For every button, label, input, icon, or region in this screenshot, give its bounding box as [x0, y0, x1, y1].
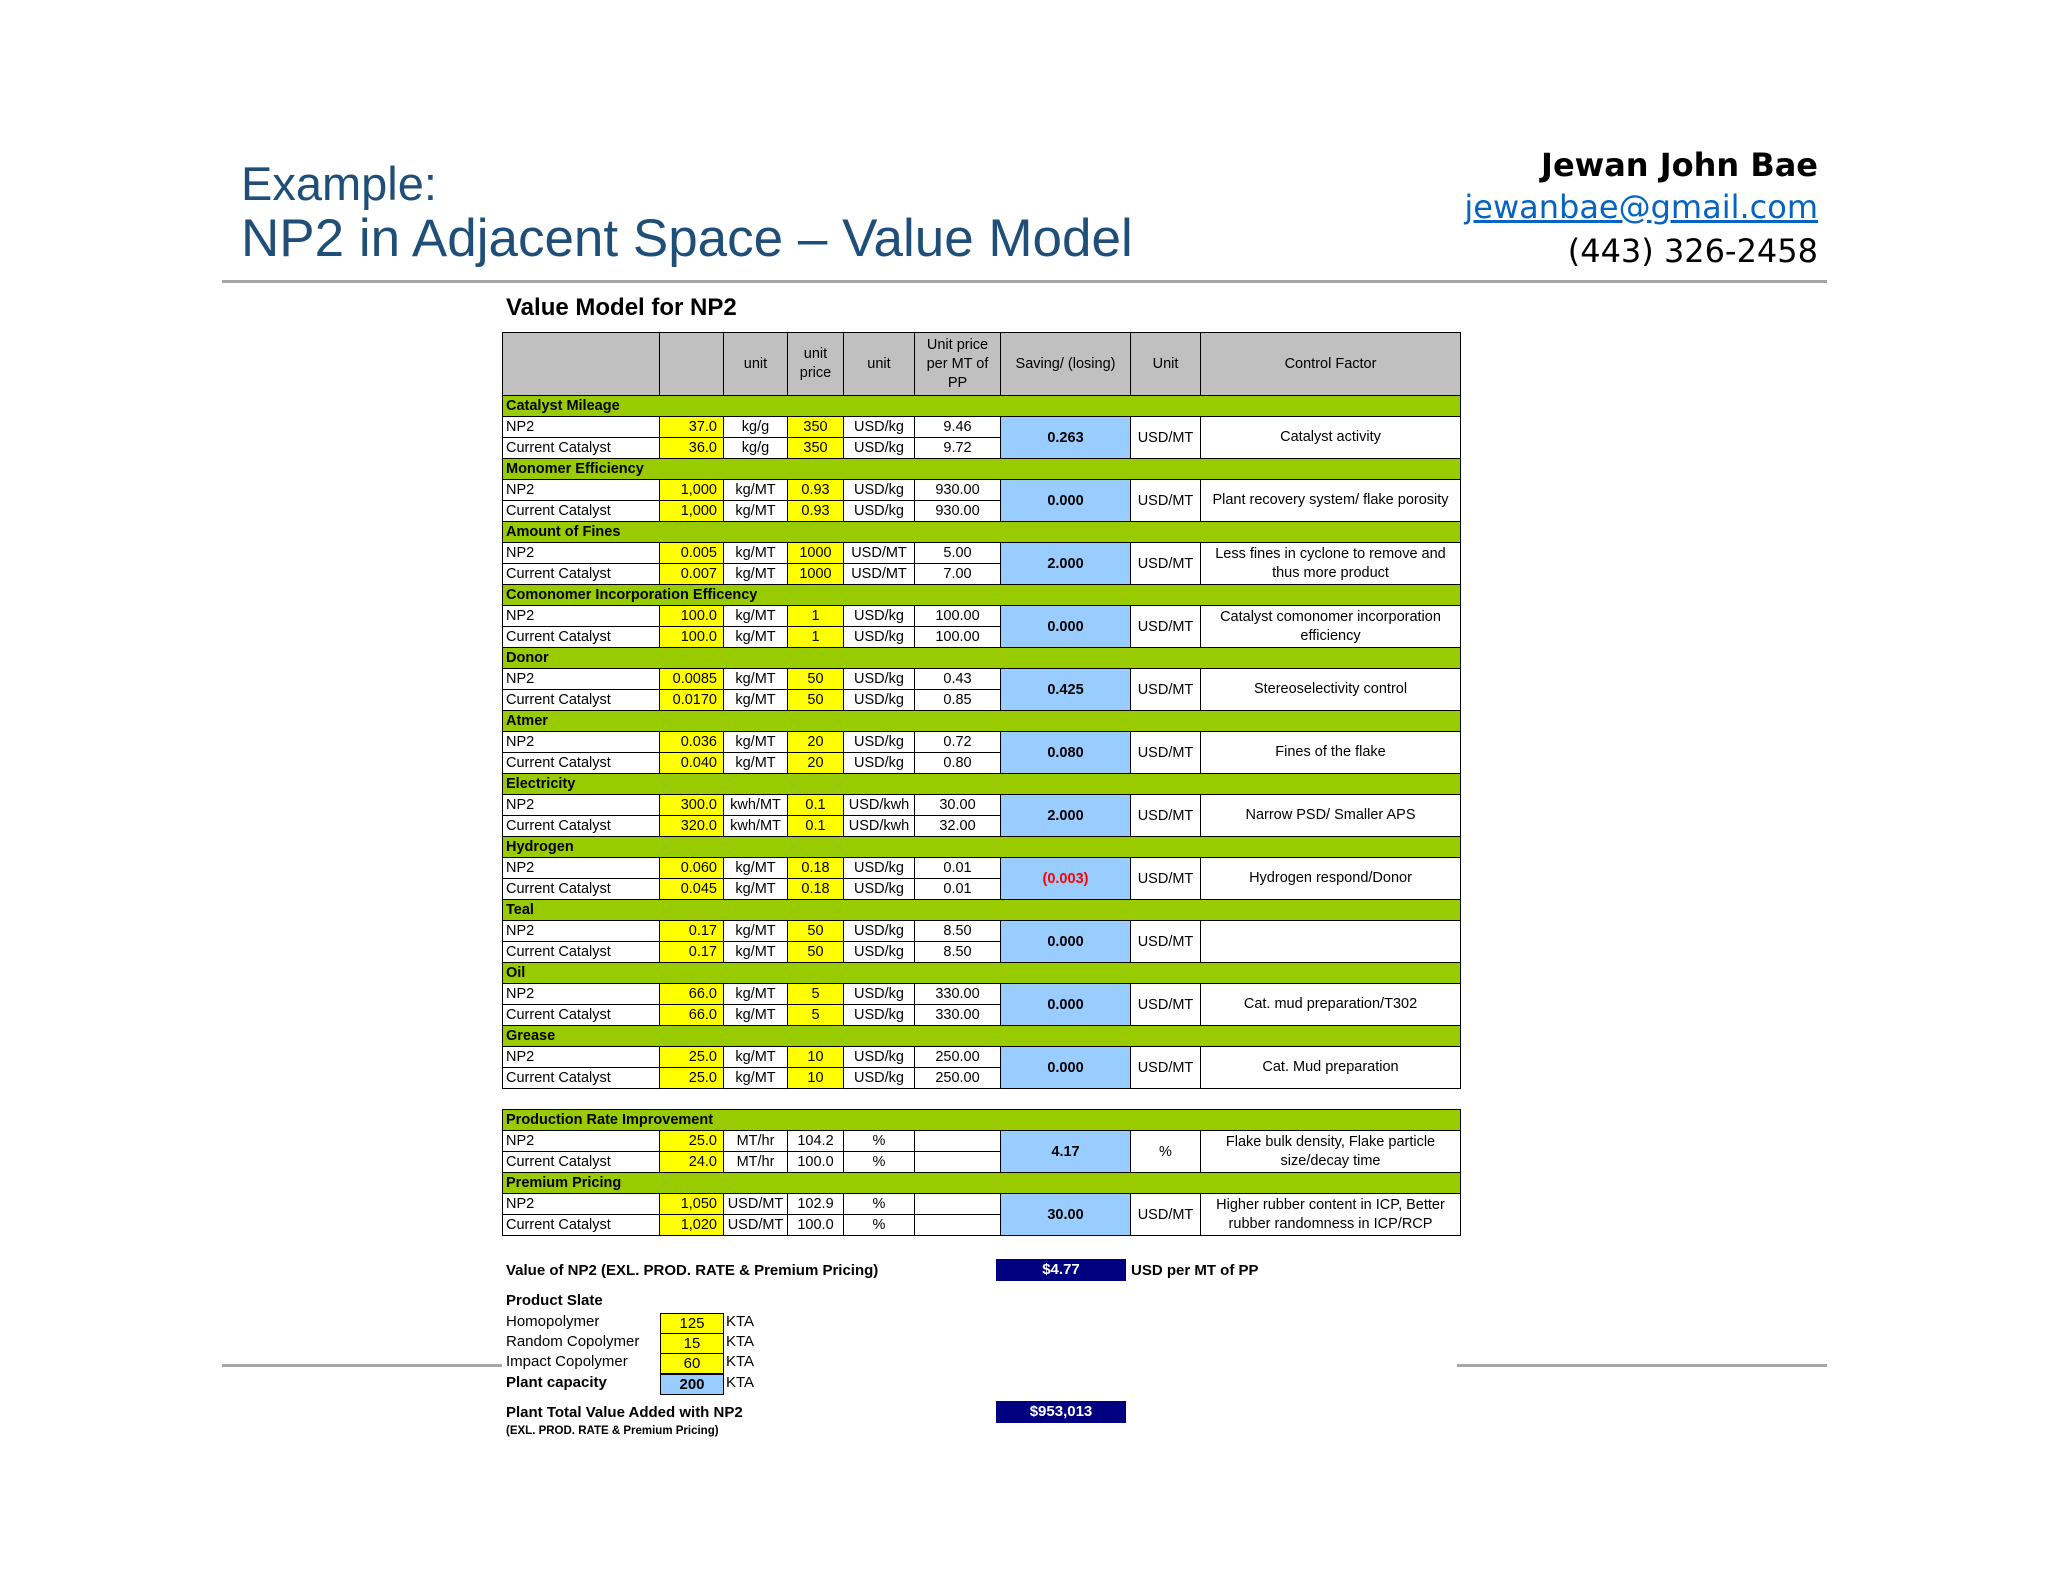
quantity-value: 0.007	[660, 564, 724, 585]
saving-value: 2.000	[1001, 795, 1131, 837]
quantity-value: 0.040	[660, 753, 724, 774]
quantity-value: 25.0	[660, 1131, 724, 1152]
row-label: Current Catalyst	[503, 438, 660, 459]
unit-price: 0.1	[788, 816, 844, 837]
value-model-title: Value Model for NP2	[506, 294, 737, 321]
row-label: Current Catalyst	[503, 753, 660, 774]
quantity-unit: kwh/MT	[724, 816, 788, 837]
footer-divider-right	[1457, 1364, 1827, 1367]
section-title: Production Rate Improvement	[503, 1110, 1461, 1131]
control-factor: Stereoselectivity control	[1201, 669, 1461, 711]
value-per-mt: $4.77	[996, 1259, 1126, 1281]
section-header-row	[503, 963, 1461, 984]
table-row	[503, 921, 1461, 942]
price-unit: %	[844, 1131, 915, 1152]
table-row	[503, 1194, 1461, 1215]
quantity-unit: kg/MT	[724, 1005, 788, 1026]
quantity-value: 1,000	[660, 501, 724, 522]
slide-title-line1: Example:	[241, 157, 437, 210]
price-per-mt: 930.00	[915, 480, 1001, 501]
table-spacer	[503, 1089, 1461, 1110]
quantity-unit: kg/MT	[724, 564, 788, 585]
control-factor: Cat. Mud preparation	[1201, 1047, 1461, 1089]
row-label: NP2	[503, 480, 660, 501]
saving-value: 0.263	[1001, 417, 1131, 459]
section-title: Donor	[503, 648, 1461, 669]
quantity-unit: kg/MT	[724, 858, 788, 879]
row-label: NP2	[503, 669, 660, 690]
control-factor: Cat. mud preparation/T302	[1201, 984, 1461, 1026]
quantity-unit: kg/MT	[724, 690, 788, 711]
saving-value: 0.425	[1001, 669, 1131, 711]
quantity-value: 0.17	[660, 921, 724, 942]
quantity-value: 37.0	[660, 417, 724, 438]
row-label: Current Catalyst	[503, 942, 660, 963]
price-unit: USD/kg	[844, 417, 915, 438]
price-unit: USD/kg	[844, 1005, 915, 1026]
quantity-value: 0.060	[660, 858, 724, 879]
price-unit: USD/kg	[844, 669, 915, 690]
control-factor: Flake bulk density, Flake particle size/decay time	[1201, 1131, 1461, 1173]
unit-price: 1	[788, 627, 844, 648]
quantity-unit: kg/g	[724, 438, 788, 459]
quantity-unit: kg/MT	[724, 543, 788, 564]
price-unit: USD/kg	[844, 753, 915, 774]
section-title: Comonomer Incorporation Efficency	[503, 585, 1461, 606]
quantity-value: 66.0	[660, 1005, 724, 1026]
control-factor: Less fines in cyclone to remove and thus more product	[1201, 543, 1461, 585]
quantity-unit: kg/MT	[724, 921, 788, 942]
price-per-mt: 930.00	[915, 501, 1001, 522]
value-per-mt-label: Value of NP2 (EXL. PROD. RATE & Premium Pricing)	[506, 1262, 879, 1279]
price-per-mt: 30.00	[915, 795, 1001, 816]
section-title: Atmer	[503, 711, 1461, 732]
price-per-mt: 7.00	[915, 564, 1001, 585]
row-label: NP2	[503, 1047, 660, 1068]
saving-value: 0.000	[1001, 1047, 1131, 1089]
contact-block	[1464, 145, 1818, 273]
price-unit: USD/kg	[844, 984, 915, 1005]
section-title: Hydrogen	[503, 837, 1461, 858]
section-header-row	[503, 648, 1461, 669]
section-header-row	[503, 1173, 1461, 1194]
price-per-mt	[915, 1131, 1001, 1152]
row-label: Current Catalyst	[503, 1152, 660, 1173]
table-row	[503, 417, 1461, 438]
unit-price: 10	[788, 1047, 844, 1068]
unit-price: 1000	[788, 564, 844, 585]
control-factor	[1201, 921, 1461, 963]
saving-value: (0.003)	[1001, 858, 1131, 900]
value-model-table	[502, 332, 1461, 1236]
control-factor: Hydrogen respond/Donor	[1201, 858, 1461, 900]
section-title: Amount of Fines	[503, 522, 1461, 543]
slate-label: Plant capacity	[506, 1374, 607, 1391]
unit-price: 20	[788, 732, 844, 753]
control-factor: Plant recovery system/ flake porosity	[1201, 480, 1461, 522]
quantity-value: 1,050	[660, 1194, 724, 1215]
row-label: NP2	[503, 606, 660, 627]
quantity-value: 66.0	[660, 984, 724, 1005]
quantity-unit: MT/hr	[724, 1131, 788, 1152]
quantity-unit: kg/MT	[724, 1068, 788, 1089]
price-unit: %	[844, 1215, 915, 1236]
control-factor: Higher rubber content in ICP, Better rubber randomness in ICP/RCP	[1201, 1194, 1461, 1236]
price-unit: %	[844, 1152, 915, 1173]
price-unit: USD/kg	[844, 690, 915, 711]
quantity-unit: kg/MT	[724, 606, 788, 627]
price-unit: %	[844, 1194, 915, 1215]
slate-value: 60	[660, 1353, 724, 1374]
price-unit: USD/kg	[844, 1068, 915, 1089]
quantity-value: 0.0085	[660, 669, 724, 690]
section-header-row	[503, 459, 1461, 480]
section-title: Electricity	[503, 774, 1461, 795]
table-row	[503, 480, 1461, 501]
column-header	[503, 333, 660, 396]
unit-price: 104.2	[788, 1131, 844, 1152]
unit-price: 100.0	[788, 1215, 844, 1236]
control-factor: Catalyst activity	[1201, 417, 1461, 459]
saving-unit: %	[1131, 1131, 1201, 1173]
quantity-value: 0.045	[660, 879, 724, 900]
unit-price: 100.0	[788, 1152, 844, 1173]
row-label: NP2	[503, 1194, 660, 1215]
column-header: unit	[844, 333, 915, 396]
price-per-mt: 9.46	[915, 417, 1001, 438]
saving-value: 30.00	[1001, 1194, 1131, 1236]
slate-label: Homopolymer	[506, 1313, 600, 1330]
slate-unit: KTA	[726, 1333, 755, 1350]
section-header-row	[503, 1026, 1461, 1047]
price-per-mt: 0.72	[915, 732, 1001, 753]
saving-unit: USD/MT	[1131, 921, 1201, 963]
price-per-mt	[915, 1194, 1001, 1215]
quantity-unit: USD/MT	[724, 1194, 788, 1215]
unit-price: 0.93	[788, 480, 844, 501]
saving-value: 0.000	[1001, 921, 1131, 963]
slate-label: Impact Copolymer	[506, 1353, 628, 1370]
slate-label: Random Copolymer	[506, 1333, 640, 1350]
price-per-mt: 0.80	[915, 753, 1001, 774]
unit-price: 350	[788, 438, 844, 459]
slate-unit: KTA	[726, 1374, 755, 1391]
quantity-unit: kg/MT	[724, 480, 788, 501]
table-row	[503, 543, 1461, 564]
saving-unit: USD/MT	[1131, 795, 1201, 837]
slate-value: 125	[660, 1313, 724, 1334]
price-per-mt: 100.00	[915, 627, 1001, 648]
price-per-mt: 250.00	[915, 1047, 1001, 1068]
price-per-mt	[915, 1215, 1001, 1236]
saving-value: 0.080	[1001, 732, 1131, 774]
price-unit: USD/kg	[844, 858, 915, 879]
header-divider	[222, 280, 1827, 283]
unit-price: 50	[788, 690, 844, 711]
price-per-mt: 0.01	[915, 858, 1001, 879]
section-header-row	[503, 522, 1461, 543]
control-factor: Narrow PSD/ Smaller APS	[1201, 795, 1461, 837]
quantity-unit: kg/g	[724, 417, 788, 438]
section-title: Grease	[503, 1026, 1461, 1047]
price-per-mt: 32.00	[915, 816, 1001, 837]
unit-price: 50	[788, 942, 844, 963]
quantity-unit: kg/MT	[724, 942, 788, 963]
section-title: Teal	[503, 900, 1461, 921]
row-label: NP2	[503, 984, 660, 1005]
quantity-unit: kg/MT	[724, 669, 788, 690]
plant-total-value: $953,013	[996, 1401, 1126, 1423]
table-row	[503, 795, 1461, 816]
row-label: Current Catalyst	[503, 1005, 660, 1026]
price-per-mt: 9.72	[915, 438, 1001, 459]
row-label: Current Catalyst	[503, 1068, 660, 1089]
column-header: Saving/ (losing)	[1001, 333, 1131, 396]
unit-price: 5	[788, 984, 844, 1005]
quantity-unit: kg/MT	[724, 732, 788, 753]
row-label: NP2	[503, 1131, 660, 1152]
saving-value: 0.000	[1001, 480, 1131, 522]
control-factor: Catalyst comonomer incorporation efficiency	[1201, 606, 1461, 648]
unit-price: 0.18	[788, 879, 844, 900]
column-header: unit	[724, 333, 788, 396]
section-title: Oil	[503, 963, 1461, 984]
price-per-mt: 8.50	[915, 921, 1001, 942]
section-title: Monomer Efficiency	[503, 459, 1461, 480]
unit-price: 20	[788, 753, 844, 774]
row-label: Current Catalyst	[503, 690, 660, 711]
price-per-mt: 5.00	[915, 543, 1001, 564]
unit-price: 5	[788, 1005, 844, 1026]
column-header	[660, 333, 724, 396]
price-per-mt	[915, 1152, 1001, 1173]
saving-value: 4.17	[1001, 1131, 1131, 1173]
row-label: Current Catalyst	[503, 564, 660, 585]
price-unit: USD/kg	[844, 501, 915, 522]
slate-value: 200	[660, 1374, 724, 1395]
quantity-unit: kg/MT	[724, 501, 788, 522]
saving-value: 2.000	[1001, 543, 1131, 585]
price-unit: USD/kg	[844, 732, 915, 753]
saving-unit: USD/MT	[1131, 1194, 1201, 1236]
table-header-row	[503, 333, 1461, 396]
price-unit: USD/kg	[844, 606, 915, 627]
table-row	[503, 606, 1461, 627]
quantity-value: 0.0170	[660, 690, 724, 711]
quantity-value: 0.036	[660, 732, 724, 753]
quantity-unit: kg/MT	[724, 627, 788, 648]
table-row	[503, 1047, 1461, 1068]
row-label: NP2	[503, 543, 660, 564]
price-per-mt: 0.01	[915, 879, 1001, 900]
plant-total-label: Plant Total Value Added with NP2	[506, 1404, 743, 1421]
quantity-value: 100.0	[660, 606, 724, 627]
saving-unit: USD/MT	[1131, 417, 1201, 459]
control-factor: Fines of the flake	[1201, 732, 1461, 774]
column-header: unit price	[788, 333, 844, 396]
section-header-row	[503, 585, 1461, 606]
unit-price: 0.93	[788, 501, 844, 522]
price-per-mt: 100.00	[915, 606, 1001, 627]
unit-price: 350	[788, 417, 844, 438]
slide-title-line2: NP2 in Adjacent Space – Value Model	[241, 209, 1133, 268]
row-label: Current Catalyst	[503, 879, 660, 900]
unit-price: 0.1	[788, 795, 844, 816]
price-unit: USD/kg	[844, 942, 915, 963]
saving-value: 0.000	[1001, 606, 1131, 648]
section-header-row	[503, 900, 1461, 921]
row-label: NP2	[503, 795, 660, 816]
price-unit: USD/kg	[844, 438, 915, 459]
saving-unit: USD/MT	[1131, 480, 1201, 522]
quantity-unit: kwh/MT	[724, 795, 788, 816]
quantity-unit: USD/MT	[724, 1215, 788, 1236]
quantity-value: 25.0	[660, 1047, 724, 1068]
contact-phone: (443) 326-2458	[1567, 232, 1818, 270]
price-unit: USD/kwh	[844, 795, 915, 816]
saving-unit: USD/MT	[1131, 543, 1201, 585]
price-unit: USD/kg	[844, 627, 915, 648]
saving-unit: USD/MT	[1131, 669, 1201, 711]
table-row	[503, 1131, 1461, 1152]
unit-price: 1000	[788, 543, 844, 564]
row-label: NP2	[503, 858, 660, 879]
section-header-row	[503, 1110, 1461, 1131]
section-header-row	[503, 711, 1461, 732]
section-header-row	[503, 774, 1461, 795]
unit-price: 1	[788, 606, 844, 627]
row-label: NP2	[503, 732, 660, 753]
column-header: Control Factor	[1201, 333, 1461, 396]
row-label: NP2	[503, 417, 660, 438]
quantity-value: 0.17	[660, 942, 724, 963]
quantity-unit: kg/MT	[724, 879, 788, 900]
saving-unit: USD/MT	[1131, 858, 1201, 900]
price-unit: USD/kwh	[844, 816, 915, 837]
quantity-value: 100.0	[660, 627, 724, 648]
slate-unit: KTA	[726, 1353, 755, 1370]
unit-price: 50	[788, 669, 844, 690]
quantity-value: 24.0	[660, 1152, 724, 1173]
unit-price: 50	[788, 921, 844, 942]
column-header: Unit	[1131, 333, 1201, 396]
quantity-unit: kg/MT	[724, 753, 788, 774]
price-unit: USD/MT	[844, 543, 915, 564]
table-row	[503, 858, 1461, 879]
section-title: Premium Pricing	[503, 1173, 1461, 1194]
unit-price: 102.9	[788, 1194, 844, 1215]
value-per-mt-unit: USD per MT of PP	[1131, 1262, 1259, 1279]
quantity-value: 0.005	[660, 543, 724, 564]
price-per-mt: 0.43	[915, 669, 1001, 690]
quantity-value: 1,020	[660, 1215, 724, 1236]
row-label: NP2	[503, 921, 660, 942]
price-unit: USD/MT	[844, 564, 915, 585]
price-per-mt: 8.50	[915, 942, 1001, 963]
quantity-value: 1,000	[660, 480, 724, 501]
quantity-value: 25.0	[660, 1068, 724, 1089]
price-per-mt: 330.00	[915, 1005, 1001, 1026]
saving-unit: USD/MT	[1131, 1047, 1201, 1089]
row-label: Current Catalyst	[503, 501, 660, 522]
quantity-value: 36.0	[660, 438, 724, 459]
plant-total-note: (EXL. PROD. RATE & Premium Pricing)	[506, 1425, 719, 1437]
unit-price: 10	[788, 1068, 844, 1089]
slate-unit: KTA	[726, 1313, 755, 1330]
section-title: Catalyst Mileage	[503, 396, 1461, 417]
quantity-value: 300.0	[660, 795, 724, 816]
quantity-unit: kg/MT	[724, 1047, 788, 1068]
slate-value: 15	[660, 1333, 724, 1354]
contact-name: Jewan John Bae	[1541, 146, 1818, 184]
table-spacer-cell	[503, 1089, 1461, 1110]
price-per-mt: 330.00	[915, 984, 1001, 1005]
footer-divider-left	[222, 1364, 502, 1367]
price-unit: USD/kg	[844, 480, 915, 501]
price-per-mt: 0.85	[915, 690, 1001, 711]
saving-unit: USD/MT	[1131, 984, 1201, 1026]
product-slate-title: Product Slate	[506, 1292, 603, 1309]
quantity-unit: kg/MT	[724, 984, 788, 1005]
value-model-body	[503, 333, 1461, 1236]
price-per-mt: 250.00	[915, 1068, 1001, 1089]
column-header: Unit price per MT of PP	[915, 333, 1001, 396]
table-row	[503, 984, 1461, 1005]
row-label: Current Catalyst	[503, 627, 660, 648]
section-header-row	[503, 837, 1461, 858]
table-row	[503, 669, 1461, 690]
price-unit: USD/kg	[844, 1047, 915, 1068]
saving-unit: USD/MT	[1131, 606, 1201, 648]
table-row	[503, 732, 1461, 753]
price-unit: USD/kg	[844, 921, 915, 942]
section-header-row	[503, 396, 1461, 417]
price-unit: USD/kg	[844, 879, 915, 900]
saving-unit: USD/MT	[1131, 732, 1201, 774]
row-label: Current Catalyst	[503, 816, 660, 837]
unit-price: 0.18	[788, 858, 844, 879]
saving-value: 0.000	[1001, 984, 1131, 1026]
quantity-unit: MT/hr	[724, 1152, 788, 1173]
contact-email-link[interactable]: jewanbae@gmail.com	[1464, 188, 1818, 226]
quantity-value: 320.0	[660, 816, 724, 837]
row-label: Current Catalyst	[503, 1215, 660, 1236]
